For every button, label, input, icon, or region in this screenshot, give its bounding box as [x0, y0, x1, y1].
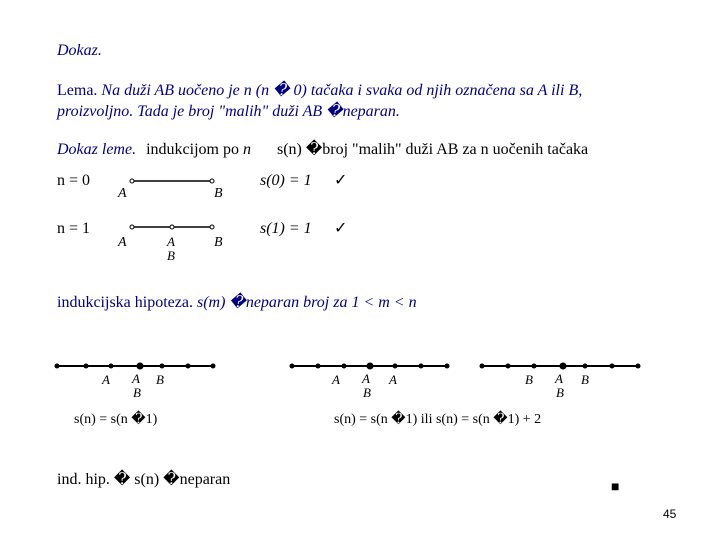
diagram-label: B [363, 385, 371, 400]
hypothesis-line [57, 292, 417, 312]
hypothesis-label: indukcijska hipoteza. [57, 294, 193, 311]
diagram-label: B [133, 385, 141, 400]
point-label-a: A [118, 235, 127, 250]
point-label-b: B [214, 186, 223, 201]
diagram-label: B [156, 372, 164, 387]
point-label-a: A [118, 186, 127, 201]
diagram-formula: s(n) = s(n �1) ili s(n) = s(n �1) + 2 [334, 412, 542, 427]
qed-square-icon: ■ [611, 478, 620, 494]
proof-variable: n [242, 141, 251, 158]
lemma-text-1: Na duži AB uočeno je n (n � 0) tačaka i svaka od njih označena sa A ili B, [101, 82, 583, 99]
diagram-label: A [132, 371, 140, 386]
point-label-a: A [167, 234, 175, 249]
check-icon: ✓ [334, 220, 348, 237]
diagram-label: A [389, 372, 397, 387]
diagram-label: B [525, 372, 533, 387]
diagram-label: B [556, 385, 564, 400]
diagram-label: A [332, 372, 340, 387]
result-s1: s(1) = 1 [260, 220, 312, 237]
check-icon: ✓ [334, 172, 348, 189]
case-n1: n = 1 [57, 220, 91, 237]
diagram-label: A [555, 371, 563, 386]
proof-definition: s(n) �broj "malih" duži AB za n uočenih tačaka [276, 141, 589, 158]
hypothesis-text: s(m) �neparan broj za 1 < m < n [196, 294, 417, 311]
result-s0: s(0) = 1 [260, 172, 312, 189]
proof-label: Dokaz leme. [57, 141, 137, 158]
lemma-line-2: proizvoljno. Tada je broj "malih" duži AB �neparan. [57, 103, 400, 120]
diagram-label: A [102, 372, 110, 387]
diagram-formula: s(n) = s(n �1) [74, 412, 158, 427]
point-label-b: B [167, 248, 175, 263]
conclusion: ind. hip. � s(n) �neparan [57, 471, 231, 488]
diagram-label: A [362, 371, 370, 386]
case-n0: n = 0 [57, 172, 91, 189]
lemma-label: Lema. [57, 82, 98, 99]
diagram-label: B [581, 372, 589, 387]
point-label-b: B [214, 235, 223, 250]
page-number: 45 [663, 507, 677, 521]
proof-method: indukcijom po [146, 141, 239, 158]
proof-title: Dokaz. [57, 42, 102, 59]
